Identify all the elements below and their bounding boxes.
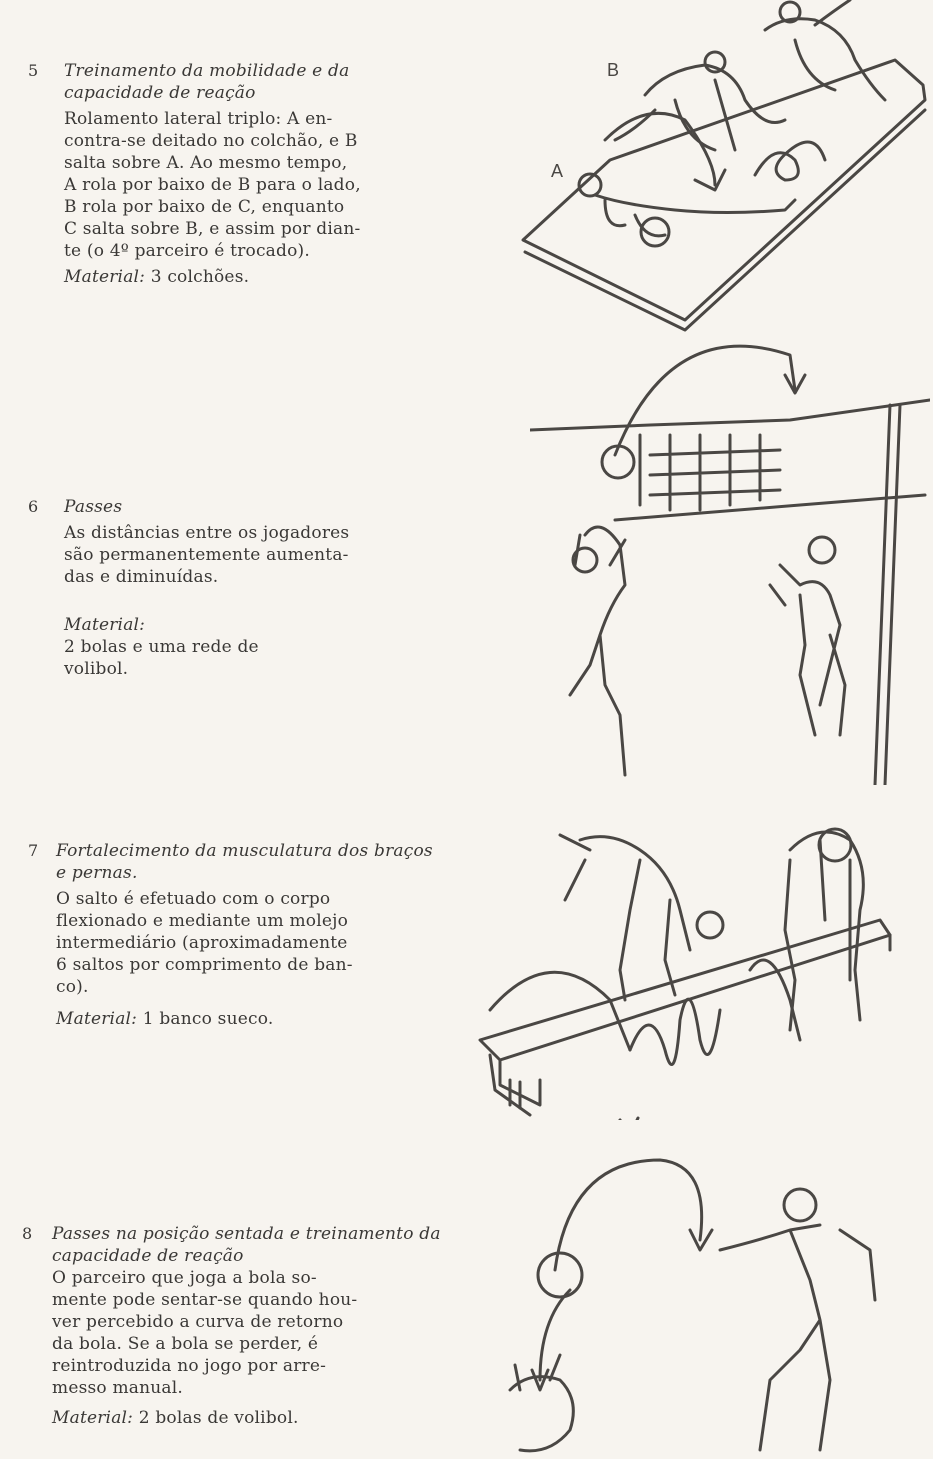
exercise-material [56, 1008, 441, 1030]
illustration-mat-rolling [515, 0, 933, 335]
material-value: 3 colchões. [150, 267, 250, 287]
illustration-seated-passes [490, 1150, 910, 1459]
arrow-head [620, 1118, 638, 1120]
exercise-body: O salto é efetuado com o corpo flexionado e mediante um molejo intermediário (aproximadamente 6 saltos por comprimento de ban- co). [56, 889, 353, 997]
jump-arc [490, 972, 630, 1050]
mat-edge [525, 110, 925, 330]
loop-arrow [755, 142, 825, 180]
exercise-number: 6 [28, 497, 39, 516]
material-label: Material: [56, 1009, 138, 1029]
person-head [697, 912, 723, 938]
material-label: Material: [64, 615, 146, 635]
roll-arrow [695, 170, 725, 190]
figure-label-b: B [607, 60, 620, 80]
person-body [765, 0, 885, 100]
jumper-left [560, 835, 690, 1000]
exercise-title: Passes [64, 497, 123, 517]
exercise-text [56, 840, 441, 1030]
person-body [595, 195, 795, 236]
material-value: 2 bolas de volibol. [138, 1408, 299, 1428]
player-right [770, 565, 845, 735]
material-value: 2 bolas e uma rede de volibol. [64, 637, 259, 679]
exercise-body: As distâncias entre os jogadores são permanentemente aumenta- das e diminuídas. [64, 523, 350, 587]
person-head [784, 1189, 816, 1221]
exercise-title: Passes na posição sentada e treinamento da capacidade de reação [52, 1224, 441, 1266]
exercise-title: Fortalecimento da musculatura dos braços e pernas. [56, 841, 433, 883]
exercise-material [64, 592, 449, 680]
net-top [530, 400, 930, 430]
material-label: Material: [52, 1408, 134, 1428]
bench-top [480, 920, 890, 1060]
exercise-text [52, 1223, 442, 1429]
exercise-body: Rolamento lateral triplo: A en- contra-se deitado no colchão, e B salta sobre A. Ao mesmo tempo, A rola por baixo de B para o lado, B rola por baixo de C, enquanto C salta sobre B, e assim por dian- te (o 4º parceiro é trocado). [64, 109, 361, 261]
exercise-body: O parceiro que joga a bola so- mente pode sentar-se quando hou- ver percebido a curva de retorno da bola. Se a bola se perder, é reintroduzida no jogo por arre- messo manual. [52, 1268, 358, 1398]
exercise-text [64, 60, 454, 288]
illustration-volleyball-passes [530, 335, 930, 785]
roll-arrow [605, 113, 715, 185]
bench-side [490, 935, 890, 1115]
person-head [809, 537, 835, 563]
ball-arc-arrow [555, 1160, 702, 1270]
net-bottom [615, 495, 925, 520]
exercise-number: 7 [28, 841, 39, 860]
exercise-material [52, 1407, 442, 1429]
jump-arc [630, 999, 720, 1064]
material-value: 1 banco sueco. [142, 1009, 274, 1029]
exercise-number: 8 [22, 1224, 33, 1243]
ball-icon [538, 1253, 582, 1297]
figure-label-a: A [551, 161, 564, 181]
net-post [875, 405, 900, 785]
exercise-number: 5 [28, 61, 39, 80]
material-label: Material: [64, 267, 146, 287]
exercise-material [64, 266, 454, 288]
illustration-bench-jumps [470, 820, 910, 1120]
jumper-right [785, 832, 863, 1030]
exercise-text [64, 496, 449, 680]
ball-arc-arrow [615, 346, 795, 455]
exercise-title: Treinamento da mobilidade e da capacidade de reação [64, 61, 350, 103]
player-standing [720, 1225, 875, 1450]
net-mesh [640, 435, 780, 510]
